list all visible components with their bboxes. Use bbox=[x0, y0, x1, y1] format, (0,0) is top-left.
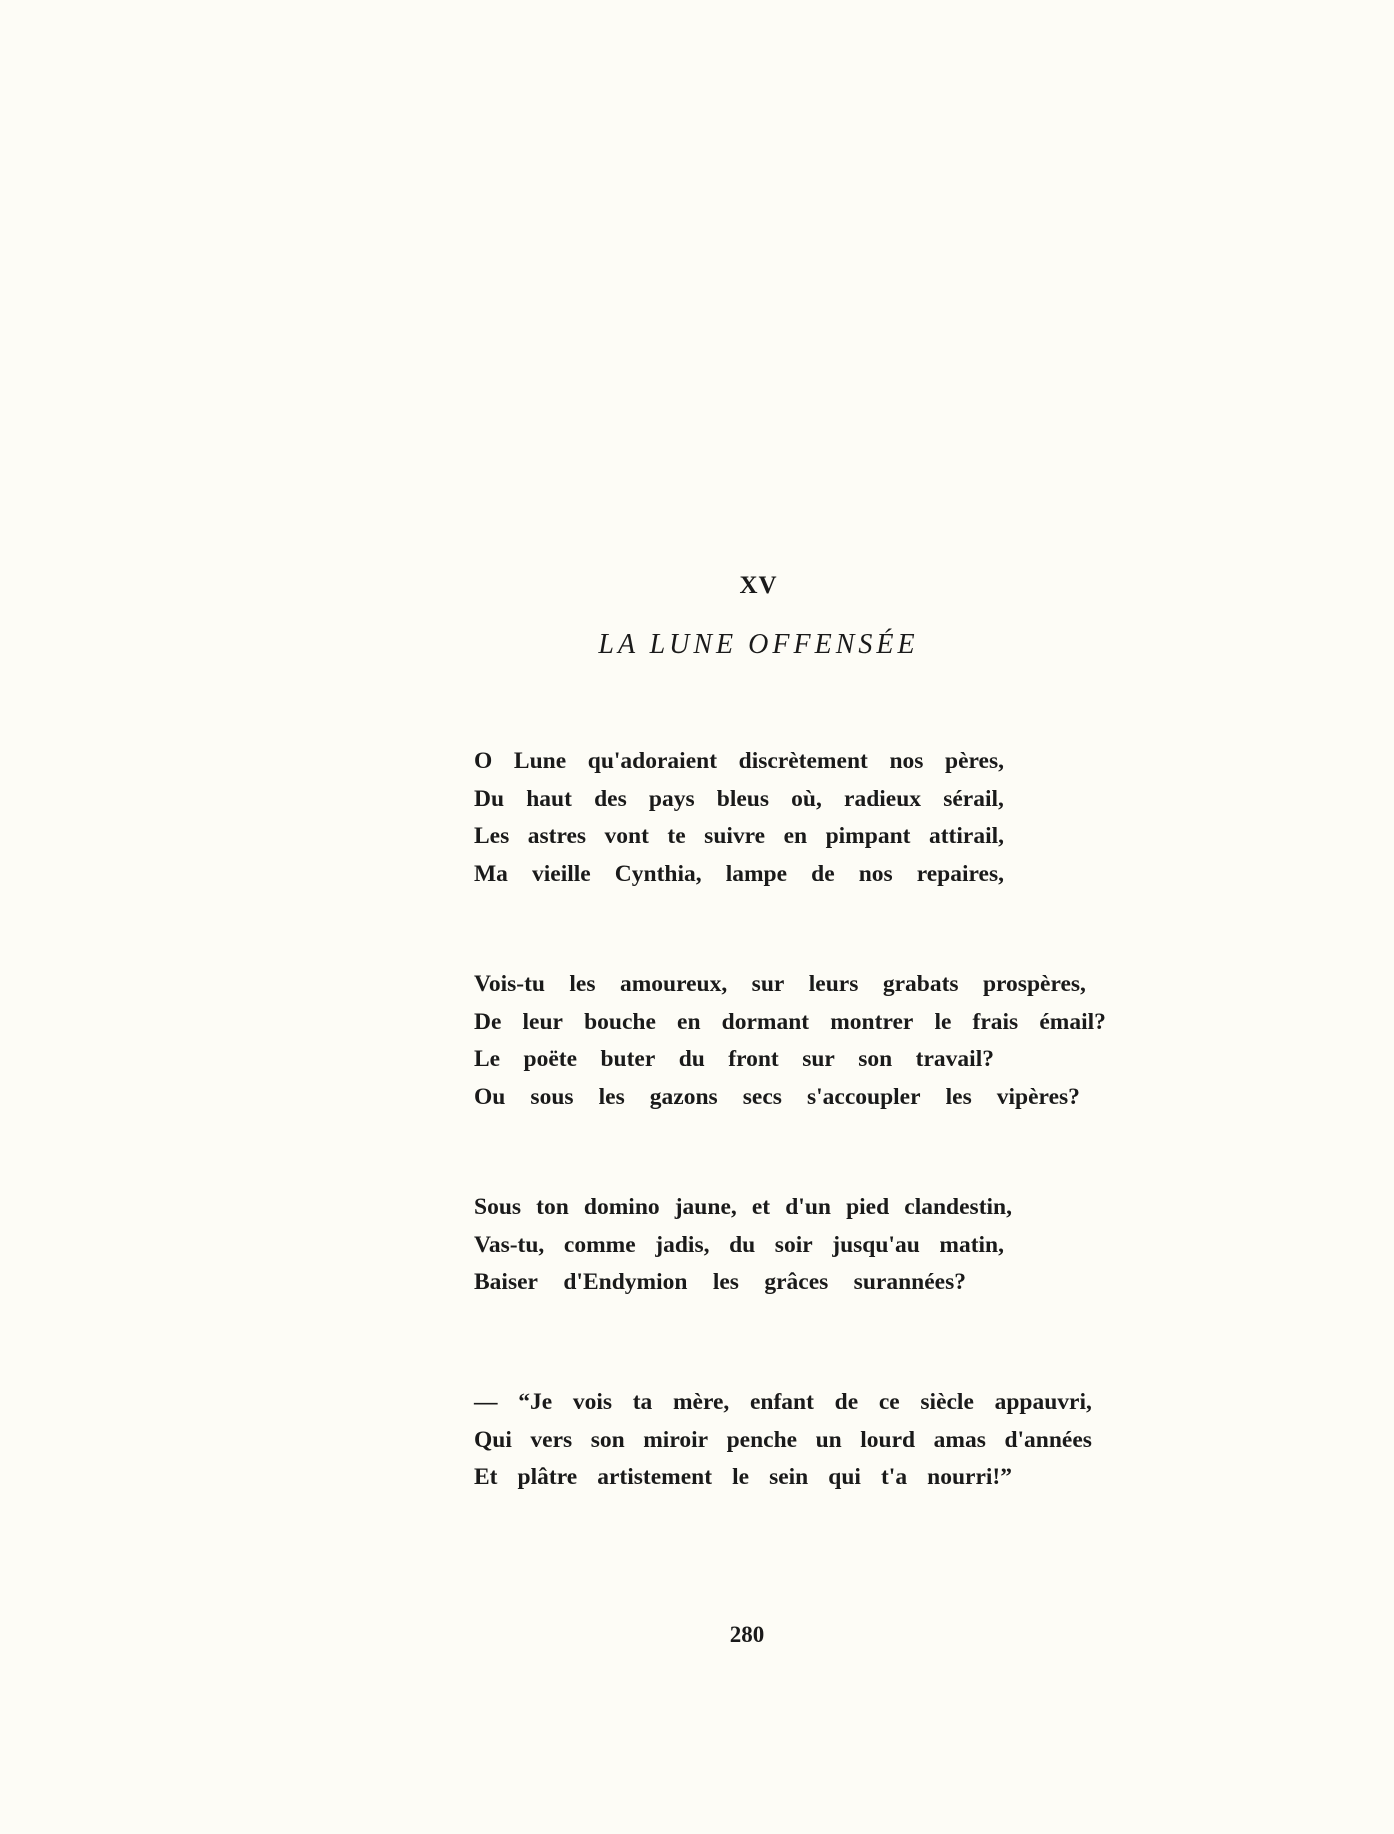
poem-line: Du haut des pays bleus où, radieux sérail, bbox=[474, 785, 1004, 812]
poem-line: Les astres vont te suivre en pimpant attirail, bbox=[474, 823, 1004, 849]
page-number: 280 bbox=[729, 1622, 765, 1647]
stanza-2 bbox=[474, 966, 1106, 1116]
poem-line: Et plâtre artistement le sein qui t'a nourri!” bbox=[474, 1464, 1012, 1490]
poem-title: LA LUNE OFFENSÉE bbox=[598, 629, 919, 660]
poem-line: Qui vers son miroir penche un lourd amas d'années bbox=[474, 1426, 1092, 1453]
poem-line: Vois-tu les amoureux, sur leurs grabats prospères, bbox=[474, 971, 1086, 997]
poem-line: De leur bouche en dormant montrer le frais émail? bbox=[474, 1008, 1106, 1035]
poem-line: — “Je vois ta mère, enfant de ce siècle appauvri, bbox=[474, 1389, 1092, 1415]
stanza-1 bbox=[474, 743, 1004, 893]
stanza-3 bbox=[474, 1189, 1012, 1302]
poem-line: O Lune qu'adoraient discrètement nos pères, bbox=[474, 748, 1004, 774]
poem-line: Baiser d'Endymion les grâces surannées? bbox=[474, 1269, 966, 1295]
poem-line: Sous ton domino jaune, et d'un pied clandestin, bbox=[474, 1194, 1012, 1220]
poem-numeral: XV bbox=[739, 572, 778, 599]
poem-line: Vas-tu, comme jadis, du soir jusqu'au matin, bbox=[474, 1231, 1004, 1258]
poem-line: Ou sous les gazons secs s'accoupler les vipères? bbox=[474, 1083, 1080, 1110]
poem-line: Ma vieille Cynthia, lampe de nos repaires, bbox=[474, 860, 1004, 887]
stanza-4 bbox=[474, 1384, 1092, 1497]
poem-line: Le poëte buter du front sur son travail? bbox=[474, 1046, 994, 1072]
